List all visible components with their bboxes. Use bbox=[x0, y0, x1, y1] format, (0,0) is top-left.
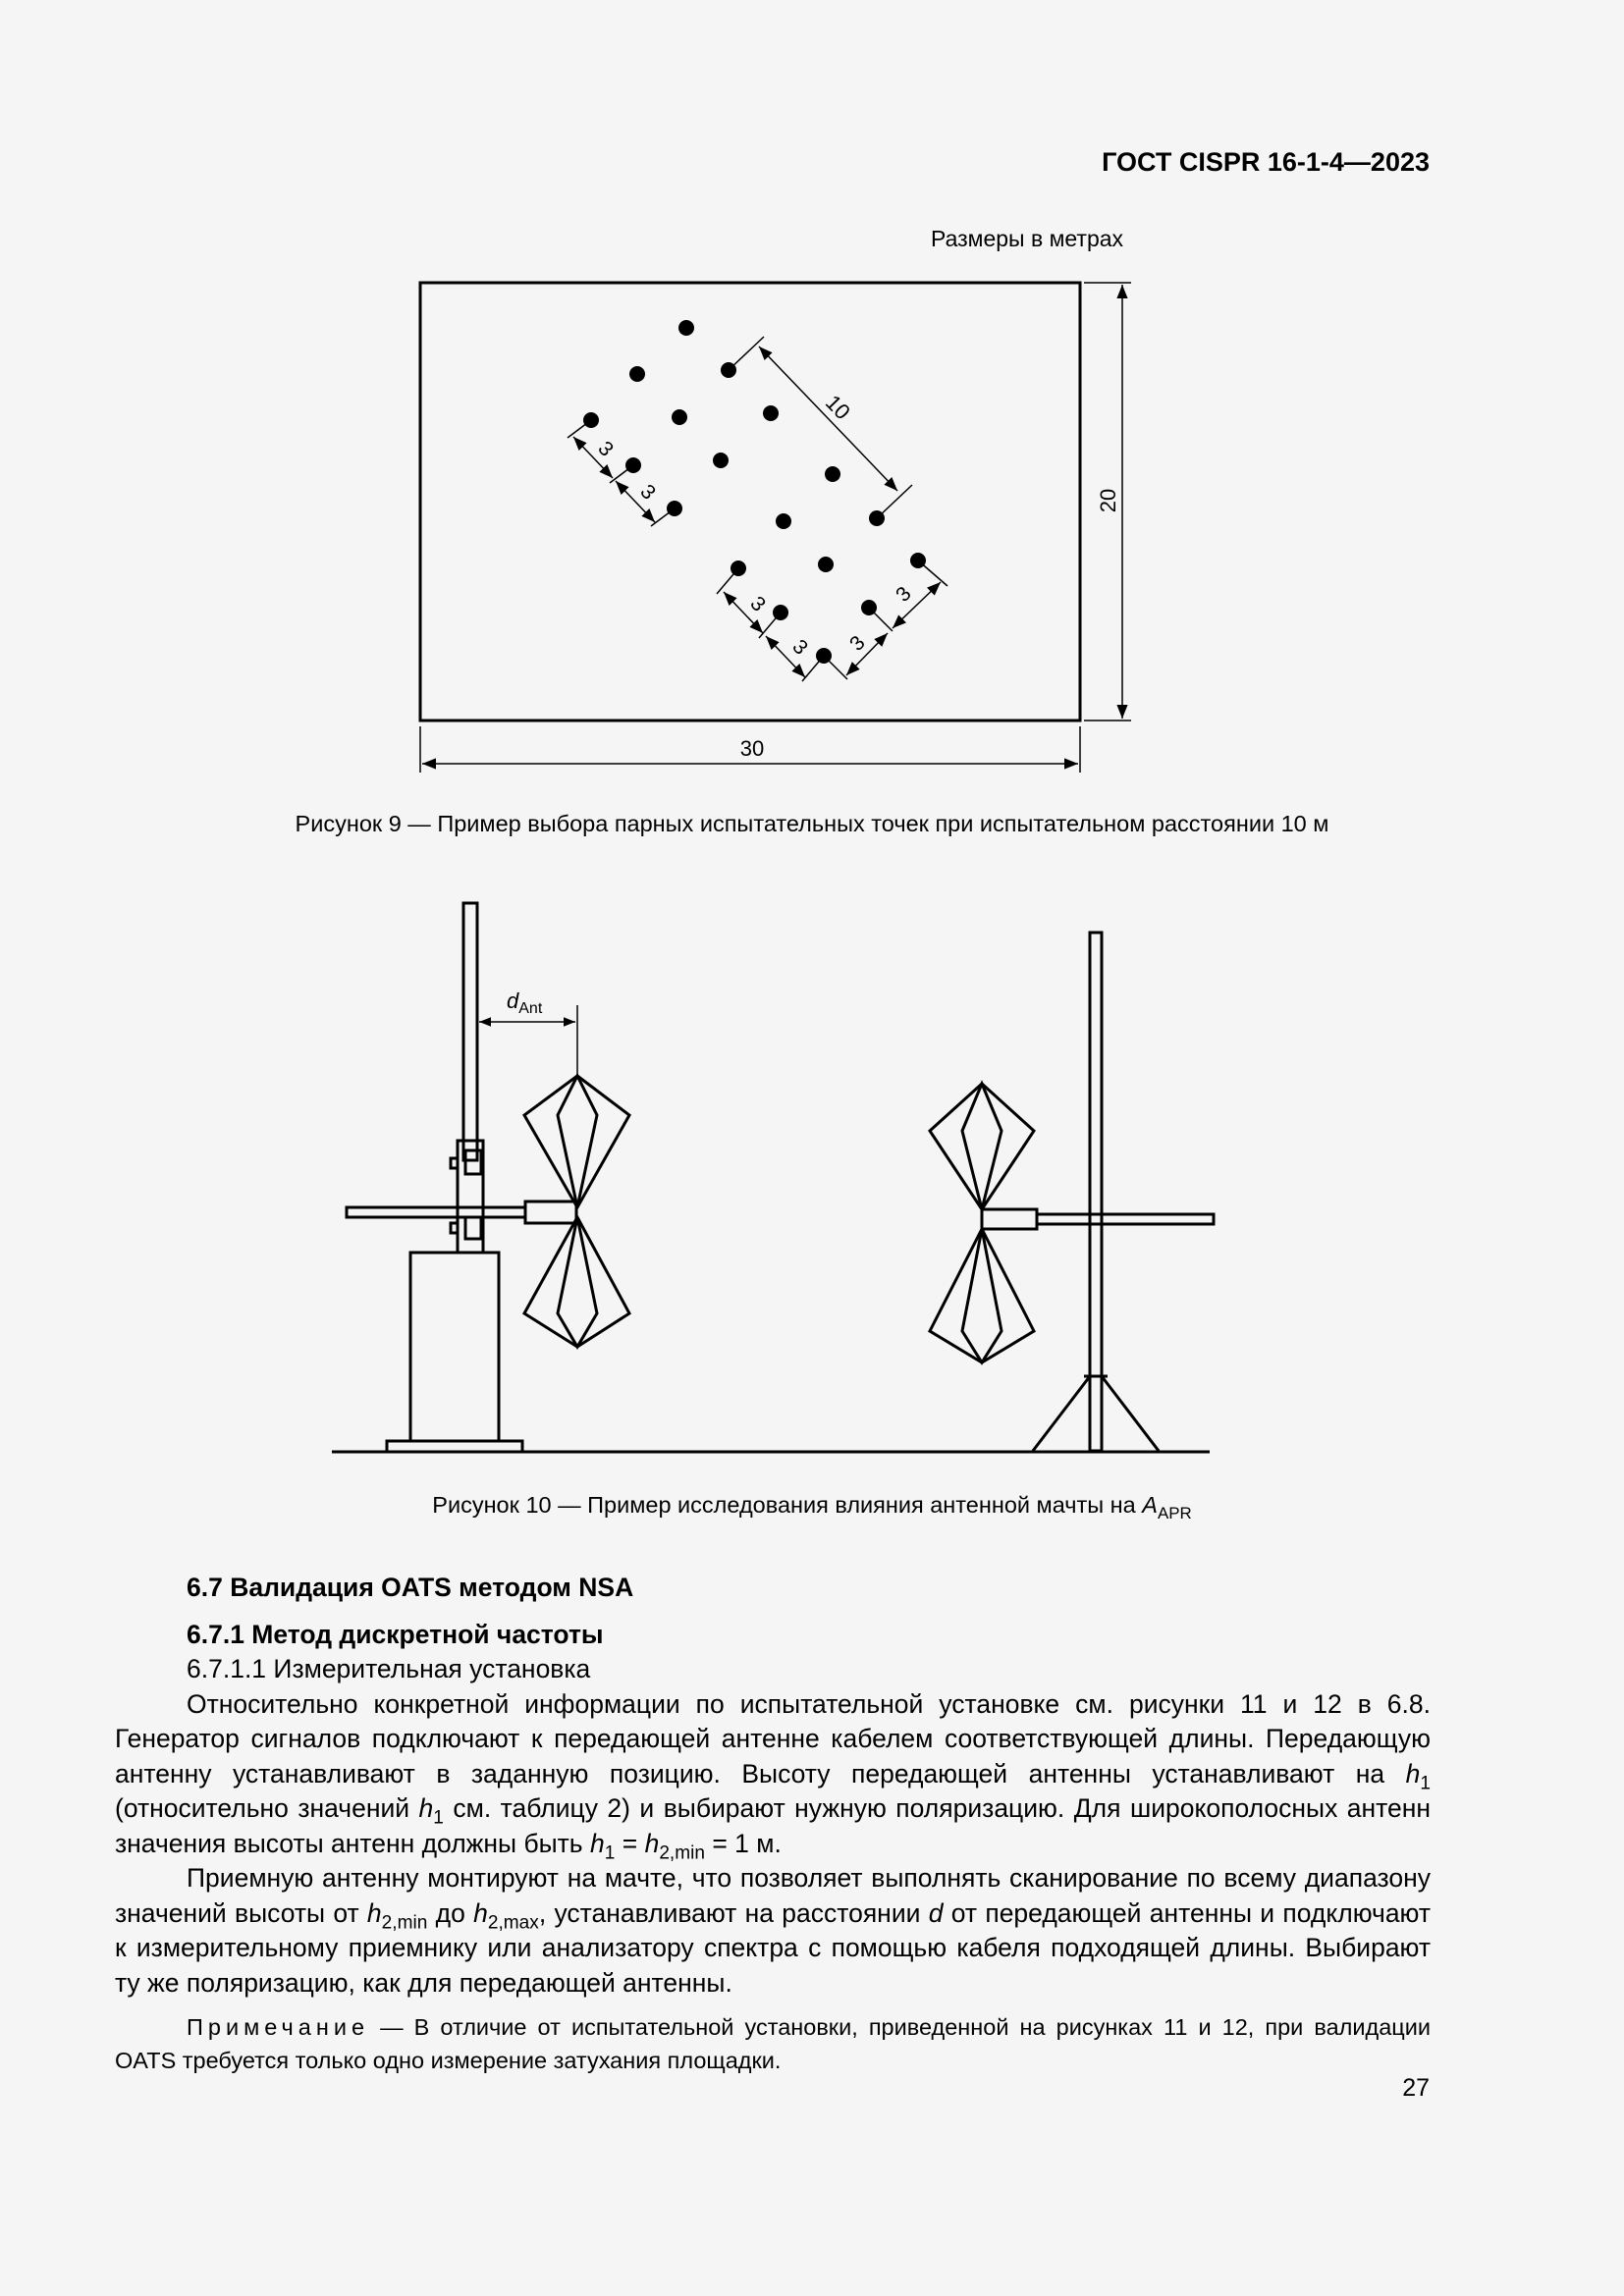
step-dimension-label: 3 bbox=[635, 480, 661, 505]
diag-dimension-label: 10 bbox=[820, 390, 855, 425]
units-note: Размеры в метрах bbox=[931, 226, 1124, 251]
right-antenna-mast bbox=[982, 933, 1214, 1451]
test-point bbox=[629, 366, 645, 382]
test-point bbox=[818, 557, 834, 572]
figure-9-caption: Рисунок 9 — Пример выбора парных испытательных точек при испытательном расстоянии 10 м bbox=[295, 811, 1329, 836]
figure-10-caption: Рисунок 10 — Пример исследования влияния антенной мачты на $A_{APR}$ bbox=[432, 1492, 1192, 1522]
subsection-heading: 6.7.1 Метод дискретной частоты bbox=[187, 1619, 604, 1649]
height-dimension-label: 20 bbox=[1096, 488, 1120, 513]
document-header: ГОСТ CISPR 16-1-4—2023 bbox=[1102, 147, 1430, 177]
step-dimension-label: 3 bbox=[745, 592, 771, 616]
d-ant-label: $d_{Ant}$ bbox=[507, 988, 543, 1017]
test-area-rectangle bbox=[420, 283, 1080, 721]
test-point bbox=[825, 466, 840, 482]
subsubsection-heading: 6.7.1.1 Измерительная установка bbox=[187, 1654, 591, 1683]
paragraph-1: Относительно конкретной информации по испытательной установке см. рисунки 11 и 12 в 6.8. Генератор сигналов подключают к передающей антенне кабелем соответствующей длины. Передающую антенну устанавливают в заданную позицию. Высоту передающей антенны устанавливают на $h_1$ (относительно значений $h_1$ см. таблицу 2) и выбирают нужную поляризацию. Для широкополосных антенн значения высоты антенн должны быть $h_1 = h_{2,min} = 1$ м. bbox=[115, 1688, 1431, 1864]
section-heading: 6.7 Валидация OATS методом NSA bbox=[187, 1573, 634, 1602]
note-label: Примечание bbox=[187, 2014, 370, 2040]
step-dimension-label: 3 bbox=[593, 437, 619, 461]
test-point bbox=[672, 409, 687, 425]
page-number: 27 bbox=[1402, 2074, 1430, 2102]
left-antenna-mast bbox=[347, 903, 576, 1452]
step-dimension-label: 3 bbox=[787, 635, 813, 660]
body-text bbox=[115, 1571, 1431, 2077]
step-dimension-label: 3 bbox=[891, 582, 916, 607]
test-point bbox=[678, 320, 694, 336]
test-point bbox=[776, 513, 791, 529]
width-dimension-label: 30 bbox=[739, 736, 765, 761]
figure-9-diagram bbox=[0, 0, 1624, 785]
paragraph-2: Приемную антенну монтируют на мачте, что позволяет выполнять сканирование по всему диапазону значений высоты от $h_{2,min}$ до $h_{2,max}$, устанавливают на расстоянии d от передающей антенны и подключают к измерительному приемнику или анализатору спектра с помощью кабеля подходящей длины. Выбирают ту же поляризацию, как для передающей антенны. bbox=[115, 1863, 1431, 1998]
step-dimension-label: 3 bbox=[844, 631, 870, 656]
test-point bbox=[713, 453, 729, 468]
figure-10-diagram bbox=[0, 883, 1624, 1472]
test-point bbox=[763, 405, 779, 421]
note: Примечание — В отличие от испытательной установки, приведенной на рисунках 11 и 12, при валидации OATS требуется только одно измерение затухания площадки. bbox=[115, 2014, 1431, 2073]
